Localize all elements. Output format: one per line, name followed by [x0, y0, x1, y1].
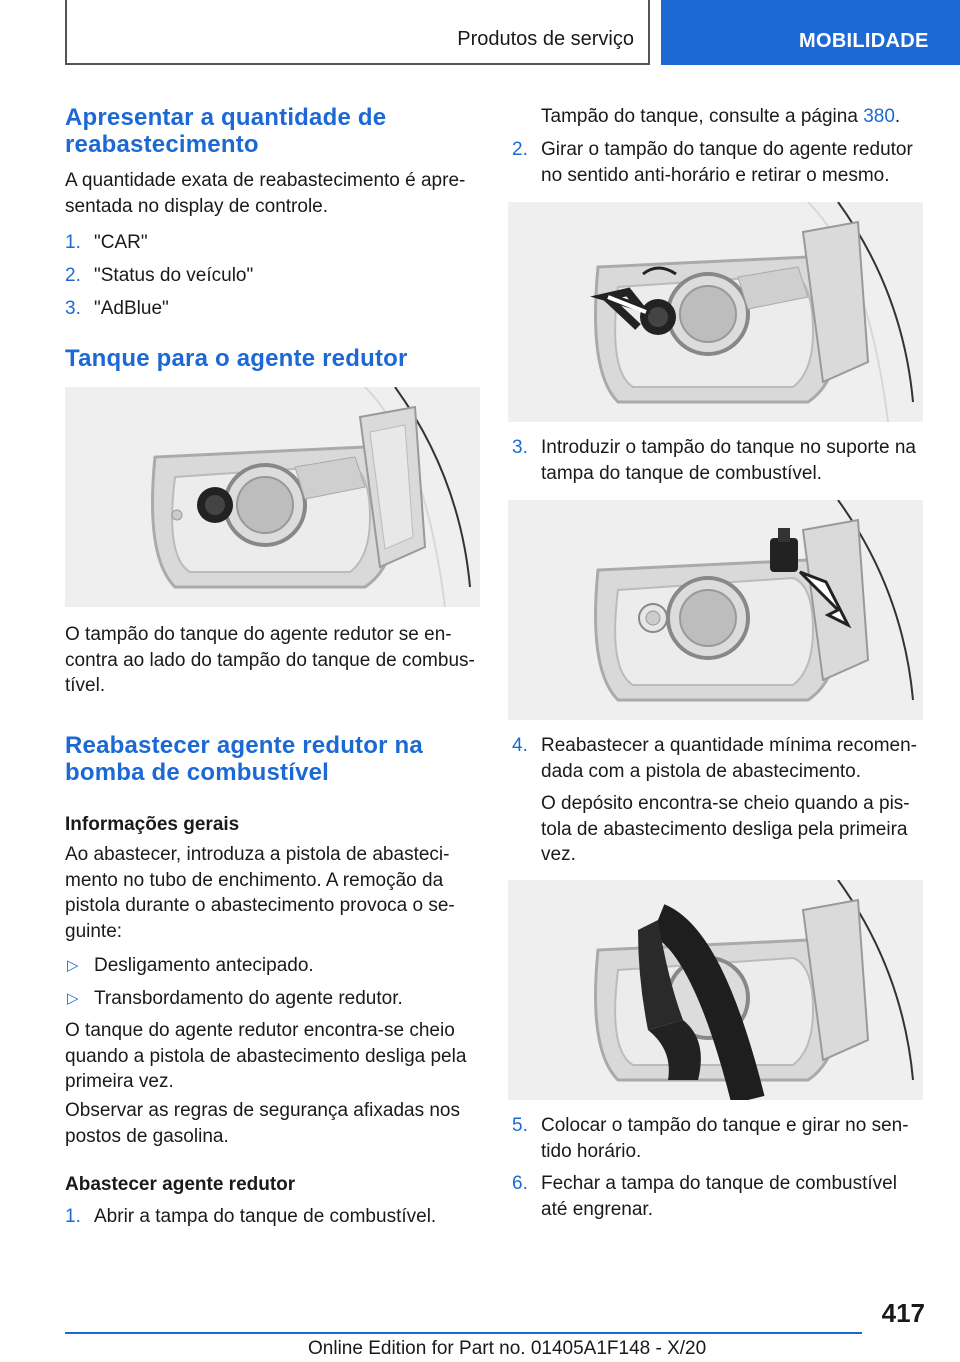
- step-number: 5.: [512, 1115, 528, 1136]
- footer-edition: Online Edition for Part no. 01405A1F148 - X/20: [308, 1338, 707, 1359]
- list-number: 2.: [65, 265, 81, 286]
- paragraph-cap-location: O tampão do tanque do agente redutor se en-contra ao lado do tampão do tanque de combus-tível.: [65, 624, 475, 696]
- bullet-item: Desligamento antecipado.: [94, 955, 314, 976]
- list-item: "CAR": [94, 232, 148, 253]
- list-number: 3.: [65, 298, 81, 319]
- step-text: Girar o tampão do tanque do agente redutor no sentido anti-horário e retirar o mesmo.: [541, 139, 913, 186]
- heading-reducer-tank: Tanque para o agente redutor: [65, 345, 408, 372]
- subheading-refill-reducer: Abastecer agente redutor: [65, 1174, 296, 1195]
- paragraph-tank-full: O tanque do agente redutor encontra-se cheio quando a pistola de abastecimento desliga pela primeira vez.: [65, 1020, 467, 1092]
- header-section-tab: [65, 0, 650, 65]
- step-number: 2.: [512, 139, 528, 160]
- header-chapter-tab[interactable]: [661, 0, 960, 65]
- step-text: Abrir a tampa do tanque de combustível.: [94, 1206, 437, 1227]
- subheading-general-info: Informações gerais: [65, 814, 240, 835]
- step-note: O depósito encontra-se cheio quando a pis-tola de abastecimento desliga pela primeira vez.: [541, 793, 910, 865]
- step-text: Introduzir o tampão do tanque no suporte na tampa do tanque de combustível.: [541, 437, 916, 484]
- step-number: 4.: [512, 735, 528, 756]
- step-number: 1.: [65, 1206, 81, 1227]
- bullet-arrow-icon: ▷: [67, 957, 79, 974]
- step-text: Fechar a tampa do tanque de combustível até engrenar.: [541, 1173, 897, 1220]
- paragraph-general-info: Ao abastecer, introduza a pistola de abasteci-mento no tubo de enchimento. A remoção da pistola durante o abastecimento provoca o se-guinte:: [65, 844, 455, 942]
- page-reference-link[interactable]: 380: [863, 106, 895, 127]
- step-number: 3.: [512, 437, 528, 458]
- page-number: 417: [881, 1298, 925, 1328]
- photo-reducer-tank-cap: [65, 387, 480, 607]
- step-text: Reabastecer a quantidade mínima recomen-dada com a pistola de abastecimento.: [541, 735, 917, 782]
- header-section-title: Produtos de serviço: [457, 28, 634, 50]
- photo-remove-cap: [508, 202, 923, 422]
- footer-divider: [65, 1332, 862, 1334]
- paragraph-continuation: Tampão do tanque, consulte a página 380.: [541, 106, 901, 127]
- bullet-item: Transbordamento do agente redutor.: [94, 988, 403, 1009]
- list-item: "Status do veículo": [94, 265, 254, 286]
- step-number: 6.: [512, 1173, 528, 1194]
- heading-refill-at-pump: Reabastecer agente redutor na bomba de combustível: [65, 732, 423, 786]
- paragraph-refill-amount: A quantidade exata de reabastecimento é apre-sentada no display de controle.: [65, 170, 466, 217]
- photo-cap-in-holder: [508, 500, 923, 720]
- list-item: "AdBlue": [94, 298, 169, 319]
- bullet-arrow-icon: ▷: [67, 990, 79, 1007]
- list-number: 1.: [65, 232, 81, 253]
- header-chapter-title: MOBILIDADE: [799, 30, 929, 52]
- step-text: Colocar o tampão do tanque e girar no sen-tido horário.: [541, 1115, 909, 1162]
- paragraph-safety: Observar as regras de segurança afixadas nos postos de gasolina.: [65, 1100, 460, 1147]
- photo-nozzle-refill: [508, 880, 923, 1100]
- heading-refill-amount: Apresentar a quantidade de reabastecimento: [65, 104, 387, 158]
